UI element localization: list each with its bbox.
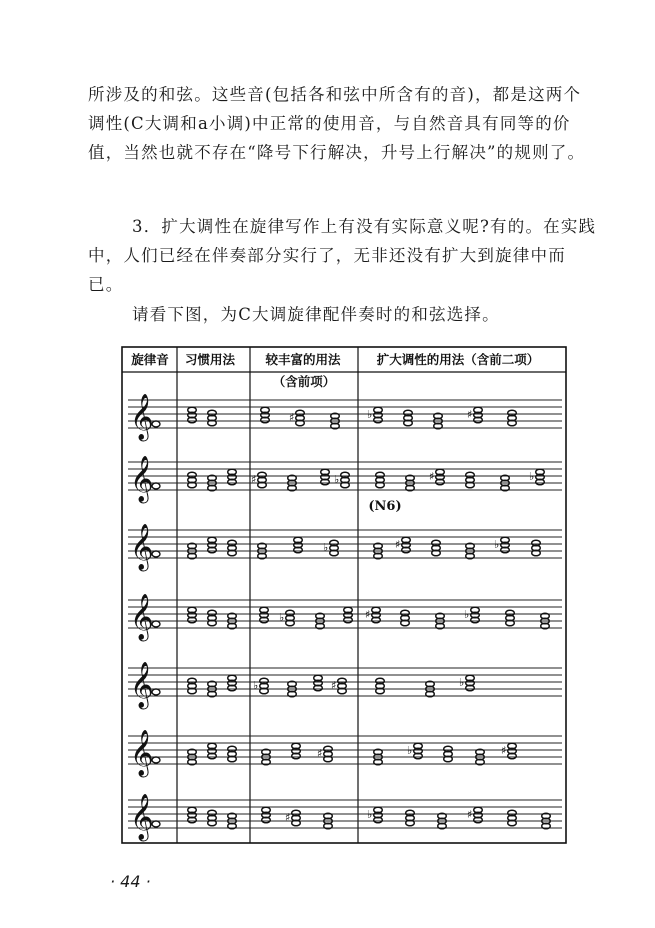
treble-clef-icon: 𝄞	[130, 524, 154, 570]
sharp-icon: ♯	[285, 811, 291, 824]
treble-clef-icon: 𝄞	[130, 456, 154, 502]
sharp-icon: ♯	[365, 608, 371, 621]
flat-icon: ♭	[279, 611, 285, 624]
n6-annotation: (N6)	[368, 499, 402, 514]
flat-icon: ♭	[494, 538, 500, 551]
treble-clef-icon: 𝄞	[130, 794, 154, 840]
staff-row-4	[128, 594, 562, 642]
flat-icon: ♭	[253, 679, 259, 692]
sharp-icon: ♯	[467, 408, 473, 421]
header-extended: 扩大调性的用法（含前二项）	[376, 352, 540, 367]
page-number: · 44 ·	[110, 872, 151, 891]
sharp-icon: ♯	[467, 808, 473, 821]
sharp-icon: ♯	[501, 744, 507, 757]
flat-icon: ♭	[367, 408, 373, 421]
sharp-icon: ♯	[317, 747, 323, 760]
sharp-icon: ♯	[331, 679, 337, 692]
flat-icon: ♭	[459, 676, 465, 689]
header-melody-note: 旋律音	[131, 352, 169, 367]
staff-row-5	[128, 662, 562, 710]
staff-row-1	[128, 394, 562, 442]
header-habitual: 习惯用法	[184, 352, 236, 367]
treble-clef-icon: 𝄞	[130, 662, 154, 708]
staff-row-3	[128, 524, 562, 572]
flat-icon: ♭	[529, 470, 535, 483]
flat-icon: ♭	[334, 473, 340, 486]
flat-icon: ♭	[464, 608, 470, 621]
treble-clef-icon: 𝄞	[130, 394, 154, 440]
header-richer: 较丰富的用法	[265, 352, 341, 367]
flat-icon: ♭	[367, 808, 373, 821]
sharp-icon: ♯	[289, 411, 295, 424]
treble-clef-icon: 𝄞	[130, 594, 154, 640]
sharp-icon: ♯	[251, 473, 257, 486]
paragraph-1: 所涉及的和弦。这些音(包括各和弦中所含有的音)，都是这两个调性(C大调和a小调)中正常的使用音，与自然音具有同等的价值，当然也就不存在“降号下行解决，升号上行解决”的规则了。	[88, 85, 586, 162]
staff-row-2	[128, 456, 562, 504]
paragraph-3: 请看下图，为C大调旋律配伴奏时的和弦选择。	[132, 305, 500, 324]
staff-row-6	[128, 730, 562, 778]
sharp-icon: ♯	[395, 538, 401, 551]
header-richer-sub: （含前项）	[272, 374, 336, 389]
paragraph-2: 3．扩大调性在旋律写作上有没有实际意义呢?有的。在实践中，人们已经在伴奏部分实行了，无非还没有扩大到旋律中而已。	[88, 217, 597, 294]
flat-icon: ♭	[407, 744, 413, 757]
sharp-icon: ♯	[429, 470, 435, 483]
flat-icon: ♭	[323, 541, 329, 554]
staff-row-7	[128, 794, 562, 842]
music-staves	[128, 394, 562, 842]
treble-clef-icon: 𝄞	[130, 730, 154, 776]
